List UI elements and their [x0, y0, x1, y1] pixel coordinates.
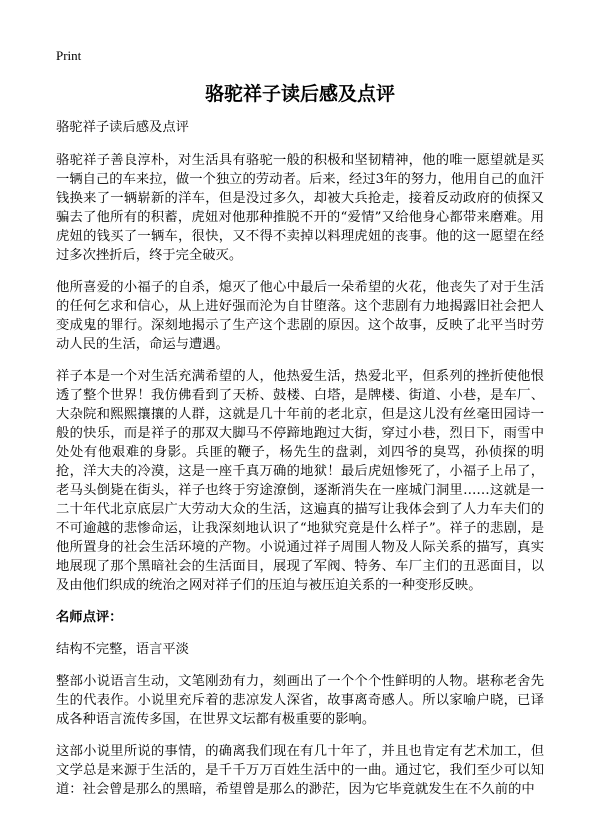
paragraph-3: 祥子本是一个对生活充满希望的人，他热爱生活，热爱北平，但系列的挫折使他恨透了整个世界！我仿佛看到了天桥、鼓楼、白塔，是牌楼、街道、小巷，是车厂、大杂院和熙熙攘攘的人群，这就是几十年前的老北京，但是这儿没有丝毫田园诗一般的快乐，而是祥子的那双大脚马不停蹄地跑过大街，穿过小巷，烈日下，雨雪中处处有他艰难的身影。兵匪的鞭子，杨先生的盘剥，刘四爷的臭骂，孙侦探的明抢，洋大夫的冷漠，这是一座千真万确的地狱！最后虎妞惨死了，小福子上吊了，老马头倒毙在街头，祥子也终于穷途潦倒，逐渐消失在一座城门洞里……这就是一二十年代北京底层广大劳动大众的生活，这遍真的描写让我体会到了人力车夫们的不可逾越的悲惨命运，让我深刻地认识了“地狱究竟是什么样子”。祥子的悲剧，是他所置身的社会生活环境的产物。小说通过祥子周围人物及人际关系的描写，真实地展现了那个黑暗社会的生活面目，展现了军阀、特务、车厂主们的丑恶面目，以及由他们织成的统治之网对祥子们的压迫与被压迫关系的一种变形反映。: [56, 369, 544, 593]
article-subtitle: 骆驼祥子读后感及点评: [56, 120, 189, 135]
review-heading: 名师点评：: [56, 610, 123, 625]
review-paragraph-2: 这部小说里所说的事情，的确离我们现在有几十年了，并且也肯定有艺术加工，但文学总是来源于生活的，是千千万万百姓生活中的一曲。通过它，我们至少可以知道：社会曾是那么的黑暗，希望曾是那么的渺茫，因为它毕竟就发生在不久前的中: [56, 744, 544, 797]
article-body: [56, 118, 544, 812]
review-subheading: 结构不完整，语言平淡: [56, 642, 189, 657]
paragraph-1: 骆驼祥子善良淳朴，对生活具有骆驼一般的积极和坚韧精神，他的唯一愿望就是买一辆自己的车来拉，做一个独立的劳动者。后来，经过3年的努力，他用自己的血汗钱换来了一辆崭新的洋车，但是没过多久，却被大兵抢走，接着反动政府的侦探又骗去了他所有的积蓄，虎妞对他那种推脱不开的“爱情”又给他身心都带来磨难。用虎妞的钱买了一辆车，很快，又不得不卖掉以料理虎妞的丧事。他的这一愿望在经过多次挫折后，终于完全破灭。: [56, 153, 544, 263]
paragraph-2: 他所喜爱的小福子的自杀，熄灭了他心中最后一朵希望的火花，他丧失了对于生活的任何乞求和信心，从上进好强而沦为自甘堕落。这个悲剧有力地揭露旧社会把人变成鬼的罪行。深刻地揭示了生产这个悲剧的原因。这个故事，反映了北平当时劳动人民的生活，命运与遭遇。: [56, 280, 544, 352]
review-paragraph-1: 整部小说语言生动，文笔刚劲有力，刻画出了一个个个性鲜明的人物。堪称老舍先生的代表作。小说里充斥着的悲凉发人深省，故事离奇感人。所以家喻户晓，已译成各种语言流传多国，在世界文坛都有极重要的影响。: [56, 674, 544, 727]
print-link[interactable]: Print: [56, 48, 82, 63]
page-title: 骆驼祥子读后感及点评: [204, 83, 395, 105]
